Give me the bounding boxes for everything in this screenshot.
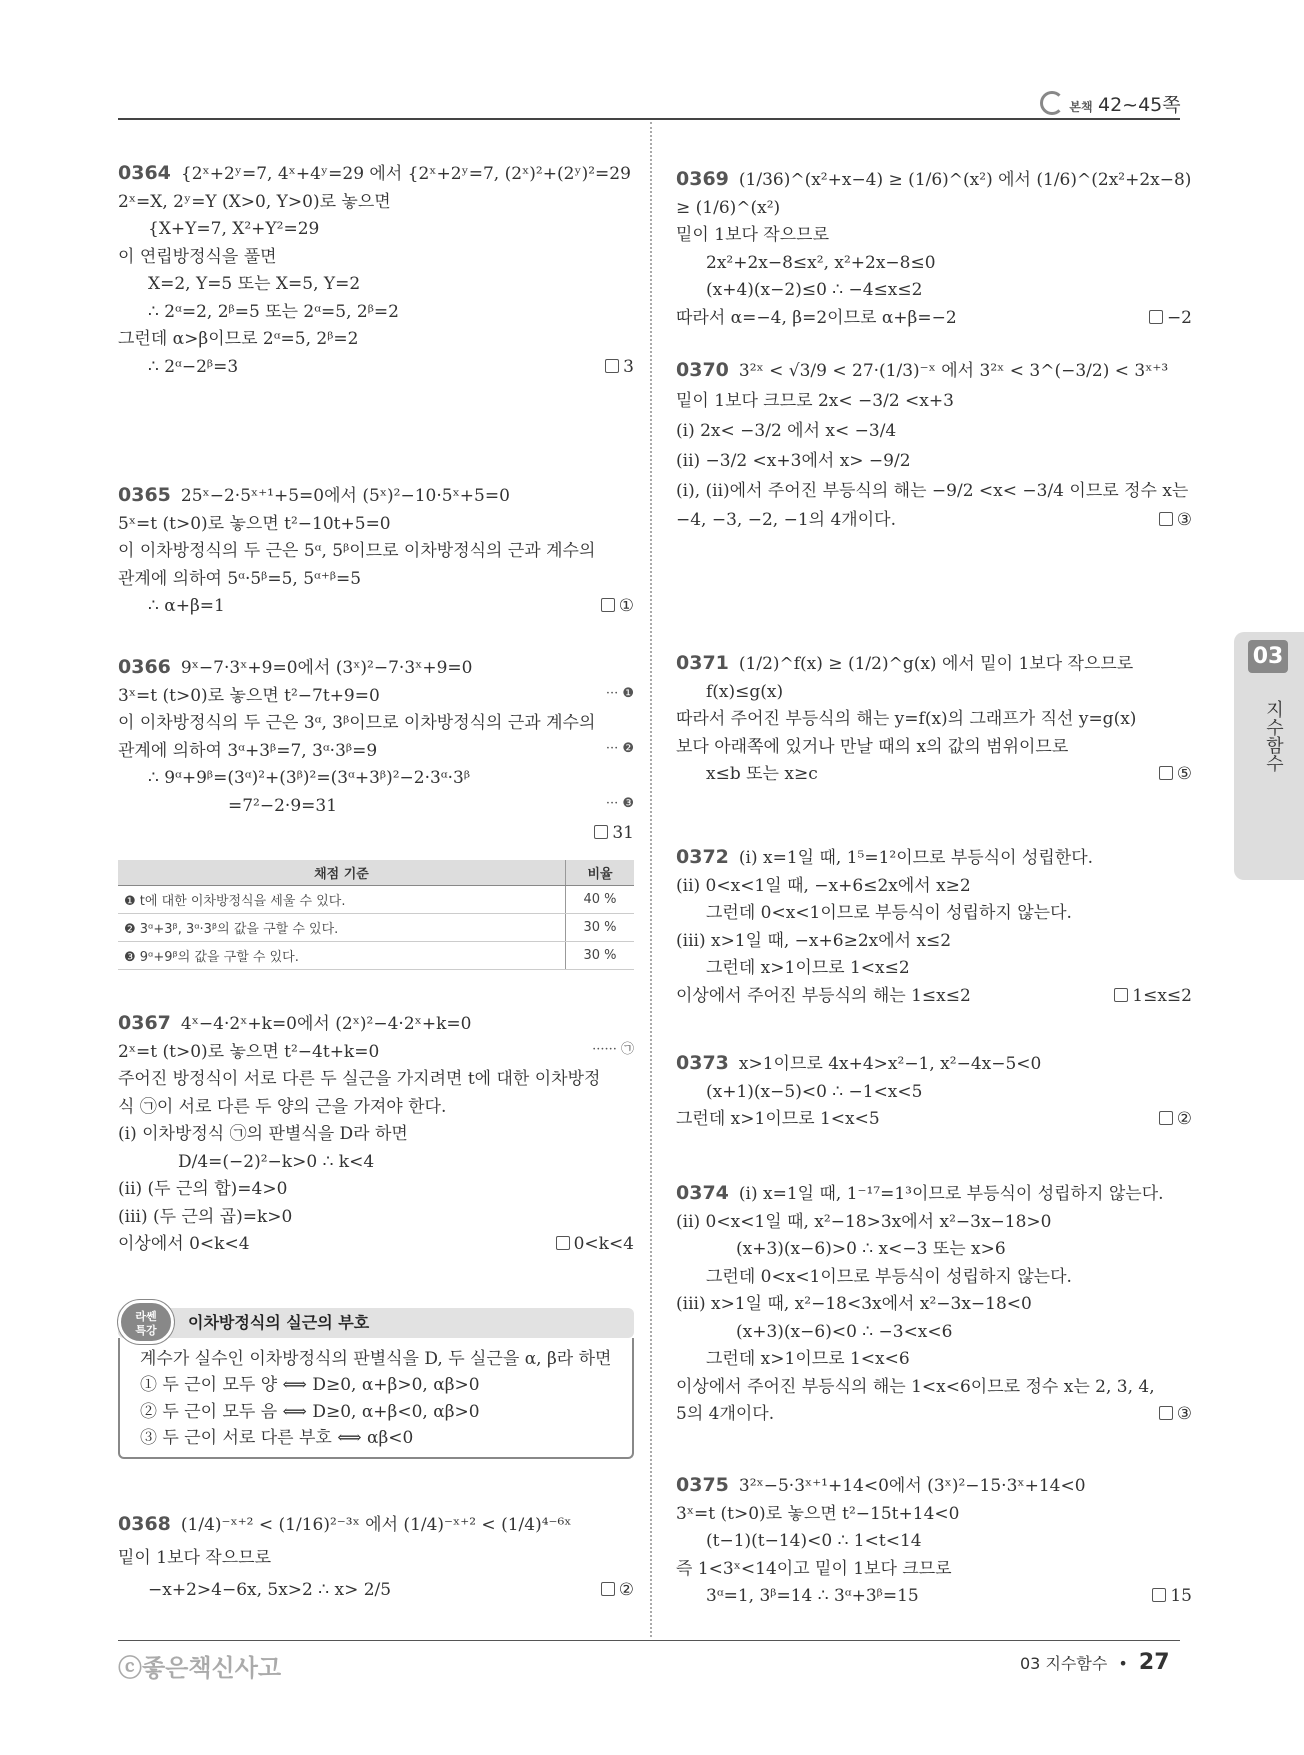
solution-line: 3²ˣ < √3/9 < 27·(1/3)⁻ˣ 에서 3²ˣ < 3^(−3/2) < 3ˣ⁺³ [738,361,1169,381]
tip-body [118,1338,634,1459]
tip-line: ② 두 근이 모두 음 ⟺ D≥0, α+β<0, αβ>0 [140,1401,480,1422]
solution-line: 그런데 α>β이므로 2ᵅ=5, 2ᵝ=2 [118,329,359,350]
solution-line: x>1이므로 4x+4>x²−1, x²−4x−5<0 [738,1054,1042,1074]
tip-line: ③ 두 근이 서로 다른 부호 ⟺ αβ<0 [140,1428,414,1449]
answer-value: ① [618,596,634,617]
solution-line: (i) x=1일 때, 1⁻¹⁷=1³이므로 부등식이 성립하지 않는다. [738,1184,1164,1204]
answer-icon [601,1582,615,1596]
problem-0370 [676,354,1192,536]
solution-line: 9ˣ−7·3ˣ+9=0에서 (3ˣ)²−7·3ˣ+9=0 [180,658,473,678]
answer-value: ⑤ [1176,764,1192,785]
answer-value: 0<k<4 [573,1234,634,1255]
answer [1152,1583,1192,1611]
solution-line: (i), (ii)에서 주어진 부등식의 해는 −9/2 <x< −3/4 이므로 정수 x는 [676,480,1189,501]
solution-line: 2ˣ=X, 2ʸ=Y (X>0, Y>0)로 놓으면 [118,191,391,212]
problem-0364 [118,158,634,381]
footer-rule [118,1640,1180,1641]
footer-bullet: • [1118,1654,1128,1673]
solution-line: 3²ˣ−5·3ˣ⁺¹+14<0에서 (3ˣ)²−15·3ˣ+14<0 [738,1476,1086,1496]
solution-line: 이 이차방정식의 두 근은 3ᵅ, 3ᵝ이므로 이차방정식의 근과 계수의 [118,713,596,734]
header-page-ref [1040,90,1181,117]
answer-value: 3 [623,356,634,377]
solution-line: 밑이 1보다 크므로 2x< −3/2 <x+3 [676,391,954,412]
answer [1159,761,1192,789]
problem-0371 [676,648,1192,789]
tip-box [118,1308,634,1459]
problem-number: 0367 [118,1012,171,1034]
answer [1159,506,1192,536]
problem-number: 0373 [676,1052,729,1074]
solution-line: {X+Y=7, X²+Y²=29 [148,219,320,240]
solution-line: ∴ α+β=1 [148,596,225,617]
tip-line: 계수가 실수인 이차방정식의 판별식을 D, 두 실근을 α, β라 하면 [140,1349,612,1369]
solution-line: 이상에서 주어진 부등식의 해는 1<x<6이므로 정수 x는 2, 3, 4, [676,1376,1155,1397]
solution-line: ∴ 2ᵅ=2, 2ᵝ=5 또는 2ᵅ=5, 2ᵝ=2 [148,301,399,322]
answer [605,354,634,382]
solution-line: 주어진 방정식이 서로 다른 두 실근을 가지려면 t에 대한 이차방정 [118,1069,601,1090]
problem-number: 0364 [118,162,171,184]
answer-icon [1159,1406,1173,1420]
ratio-cell: 40 % [566,886,635,914]
tip-line: ① 두 근이 모두 양 ⟺ D≥0, α+β>0, αβ>0 [140,1375,480,1396]
solution-line: (1/4)⁻ˣ⁺² < (1/16)²⁻³ˣ 에서 (1/4)⁻ˣ⁺² < (1/4)⁴⁻⁶ˣ [180,1515,572,1535]
footer-page-info [1020,1650,1170,1675]
ratio-cell: 30 % [566,942,635,970]
solution-line: =7²−2·9=31 [228,795,338,816]
solution-line: 따라서 α=−4, β=2이므로 α+β=−2 [676,307,957,328]
solution-line: (i) x=1일 때, 1⁵=1²이므로 부등식이 성립한다. [738,848,1094,868]
solution-line: (i) 이차방정식 ㉠의 판별식을 D라 하면 [118,1124,408,1145]
solution-line: 관계에 의하여 5ᵅ·5ᵝ=5, 5ᵅ⁺ᵝ=5 [118,568,362,589]
problem-0372 [676,842,1192,1010]
refresh-arrow-icon [1040,91,1064,115]
solution-line: 2ˣ=t (t>0)로 놓으면 t²−4t+k=0 [118,1041,380,1062]
step-marker: ······ ㉠ [592,1041,634,1057]
solution-line: 25ˣ−2·5ˣ⁺¹+5=0에서 (5ˣ)²−10·5ˣ+5=0 [180,486,510,506]
solution-line: (ii) 0<x<1일 때, x²−18>3x에서 x²−3x−18>0 [676,1211,1052,1232]
solution-line: 이 연립방정식을 풀면 [118,246,277,267]
solution-line: 밑이 1보다 작으므로 [118,1548,271,1569]
solution-line: 5의 4개이다. [676,1404,775,1425]
solution-line: X=2, Y=5 또는 X=5, Y=2 [148,274,361,295]
solution-line: (x+4)(x−2)≤0 ∴ −4≤x≤2 [706,280,923,301]
page-number: 27 [1138,1650,1170,1675]
solution-line: −4, −3, −2, −1의 4개이다. [676,510,896,531]
answer-icon [601,598,615,612]
solution-line: 그런데 x>1이므로 1<x<5 [676,1109,880,1130]
problem-number: 0375 [676,1474,729,1496]
solution-line: (1/36)^(x²+x−4) ≥ (1/6)^(x²) 에서 (1/6)^(2x²+2x−8) ≥ (1/6)^(x²) [676,170,1192,218]
solution-line: 3ᵅ=1, 3ᵝ=14 ∴ 3ᵅ+3ᵝ=15 [706,1586,919,1607]
solution-line: 그런데 0<x<1이므로 부등식이 성립하지 않는다. [706,1266,1072,1287]
problem-0366 [118,652,634,848]
solution-line: (x+3)(x−6)<0 ∴ −3<x<6 [736,1321,953,1342]
solution-line: 보다 아래쪽에 있거나 만날 때의 x의 값의 범위이므로 [676,736,1069,757]
solution-line: 5ˣ=t (t>0)로 놓으면 t²−10t+5=0 [118,513,391,534]
solution-line: 이상에서 주어진 부등식의 해는 1≤x≤2 [676,985,971,1006]
problem-number: 0365 [118,484,171,506]
answer-value: 31 [612,823,634,844]
answer-icon [1159,512,1173,526]
solution-line: (iii) x>1일 때, −x+6≥2x에서 x≤2 [676,930,952,951]
solution-line: (t−1)(t−14)<0 ∴ 1<t<14 [706,1531,922,1552]
answer-icon [594,825,608,839]
solution-line: 3ˣ=t (t>0)로 놓으면 t²−15t+14<0 [676,1503,960,1524]
answer-icon [1159,1111,1173,1125]
problem-0374 [676,1178,1192,1429]
answer-value: 15 [1170,1586,1192,1607]
header-rule [118,118,1180,120]
problem-0365 [118,480,634,621]
solution-line: ∴ 9ᵅ+9ᵝ=(3ᵅ)²+(3ᵝ)²=(3ᵅ+3ᵝ)²−2·3ᵅ·3ᵝ [148,768,471,789]
chapter-side-number: 03 [1248,640,1288,673]
ratio-header: 비율 [566,860,635,886]
solution-line: 이상에서 0<k<4 [118,1234,250,1255]
problem-number: 0368 [118,1513,171,1535]
problem-number: 0369 [676,168,729,190]
tip-title: 이차방정식의 실근의 부호 [118,1308,634,1338]
scoring-table [118,860,634,970]
answer-icon [605,359,619,373]
criterion-cell: ❸ 9ᵅ+9ᵝ의 값을 구할 수 있다. [118,942,566,970]
problem-0375 [676,1470,1192,1611]
solution-line: (x+3)(x−6)>0 ∴ x<−3 또는 x>6 [736,1239,1006,1260]
solution-line: (1/2)^f(x) ≥ (1/2)^g(x) 에서 밑이 1보다 작으므로 [738,654,1134,674]
solution-line: −x+2>4−6x, 5x>2 ∴ x> 2/5 [148,1580,392,1601]
answer [556,1231,634,1259]
table-row [118,914,634,942]
tip-badge: 라쎈 특강 [118,1300,174,1344]
answer [1149,305,1192,333]
answer-value: ③ [1176,510,1192,531]
solution-line: (x+1)(x−5)<0 ∴ −1<x<5 [706,1081,923,1102]
solution-line: 그런데 x>1이므로 1<x<6 [706,1349,910,1370]
solution-line: 그런데 0<x<1이므로 부등식이 성립하지 않는다. [706,903,1072,924]
answer-icon [556,1236,570,1250]
solution-line: ∴ 2ᵅ−2ᵝ=3 [148,356,239,377]
column-divider [650,122,652,1637]
solution-line: (iii) x>1일 때, x²−18<3x에서 x²−3x−18<0 [676,1294,1032,1315]
solution-line: 관계에 의하여 3ᵅ+3ᵝ=7, 3ᵅ·3ᵝ=9 [118,740,378,761]
answer-value: ② [1176,1109,1192,1130]
problem-number: 0372 [676,846,729,868]
answer [1114,983,1192,1011]
answer-value: 1≤x≤2 [1132,985,1192,1006]
problem-number: 0374 [676,1182,729,1204]
step-marker: ··· ❶ [605,685,634,701]
step-marker: ··· ❸ [605,795,634,811]
step-marker: ··· ❷ [605,740,634,756]
solution-line: 즉 1<3ˣ<14이고 밑이 1보다 크므로 [676,1558,952,1579]
solution-line: 이 이차방정식의 두 근은 5ᵅ, 5ᵝ이므로 이차방정식의 근과 계수의 [118,541,596,562]
solution-line: D/4=(−2)²−k>0 ∴ k<4 [178,1151,375,1172]
solution-line: 따라서 주어진 부등식의 해는 y=f(x)의 그래프가 직선 y=g(x) [676,709,1137,730]
answer [1159,1401,1192,1429]
solution-line: x≤b 또는 x≥c [706,764,818,785]
solution-line: 4ˣ−4·2ˣ+k=0에서 (2ˣ)²−4·2ˣ+k=0 [180,1014,472,1034]
header-pages: 42~45쪽 [1098,94,1181,116]
problem-number: 0370 [676,359,729,381]
problem-0368 [118,1506,634,1607]
answer-icon [1149,310,1163,324]
solution-line: (iii) (두 근의 곱)=k>0 [118,1206,293,1227]
problem-number: 0371 [676,652,729,674]
scoring-header: 채점 기준 [118,860,566,886]
publisher-logo: ⓒ좋은책신사고 [118,1654,282,1682]
footer-chapter: 03 지수함수 [1020,1654,1108,1673]
solution-line: (i) 2x< −3/2 에서 x< −3/4 [676,421,897,441]
criterion-cell: ❶ t에 대한 이차방정식을 세울 수 있다. [118,886,566,914]
answer [601,593,634,621]
problem-0367 [118,1008,634,1259]
table-row [118,886,634,914]
solution-line: {2ˣ+2ʸ=7, 4ˣ+4ʸ=29 에서 {2ˣ+2ʸ=7, (2ˣ)²+(2ʸ)²=29 [180,164,631,184]
solution-line: (ii) 0<x<1일 때, −x+6≤2x에서 x≥2 [676,875,971,896]
answer [601,1574,634,1606]
solution-line: 밑이 1보다 작으므로 [676,225,829,246]
solution-line: 3ˣ=t (t>0)로 놓으면 t²−7t+9=0 [118,685,380,706]
problem-number: 0366 [118,656,171,678]
problem-0369 [676,164,1192,332]
answer [1159,1106,1192,1134]
chapter-side-title: 지수함수 [1263,700,1284,772]
answer-value: ② [618,1580,634,1601]
solution-line: (ii) −3/2 <x+3에서 x> −9/2 [676,450,911,471]
answer-value: ③ [1176,1404,1192,1425]
solution-line: 2x²+2x−8≤x², x²+2x−8≤0 [706,252,936,273]
header-badge: 본책 [1069,100,1093,114]
problem-0373 [676,1048,1192,1134]
answer-icon [1159,766,1173,780]
solution-line: 그런데 x>1이므로 1<x≤2 [706,958,910,979]
answer-icon [1114,988,1128,1002]
criterion-cell: ❷ 3ᵅ+3ᵝ, 3ᵅ·3ᵝ의 값을 구할 수 있다. [118,914,566,942]
ratio-cell: 30 % [566,914,635,942]
solution-line: f(x)≤g(x) [706,681,784,702]
answer-icon [1152,1588,1166,1602]
table-row [118,942,634,970]
solution-line: 식 ㉠이 서로 다른 두 양의 근을 가져야 한다. [118,1096,447,1117]
solution-line: (ii) (두 근의 합)=4>0 [118,1179,288,1200]
answer-value: −2 [1166,307,1192,328]
